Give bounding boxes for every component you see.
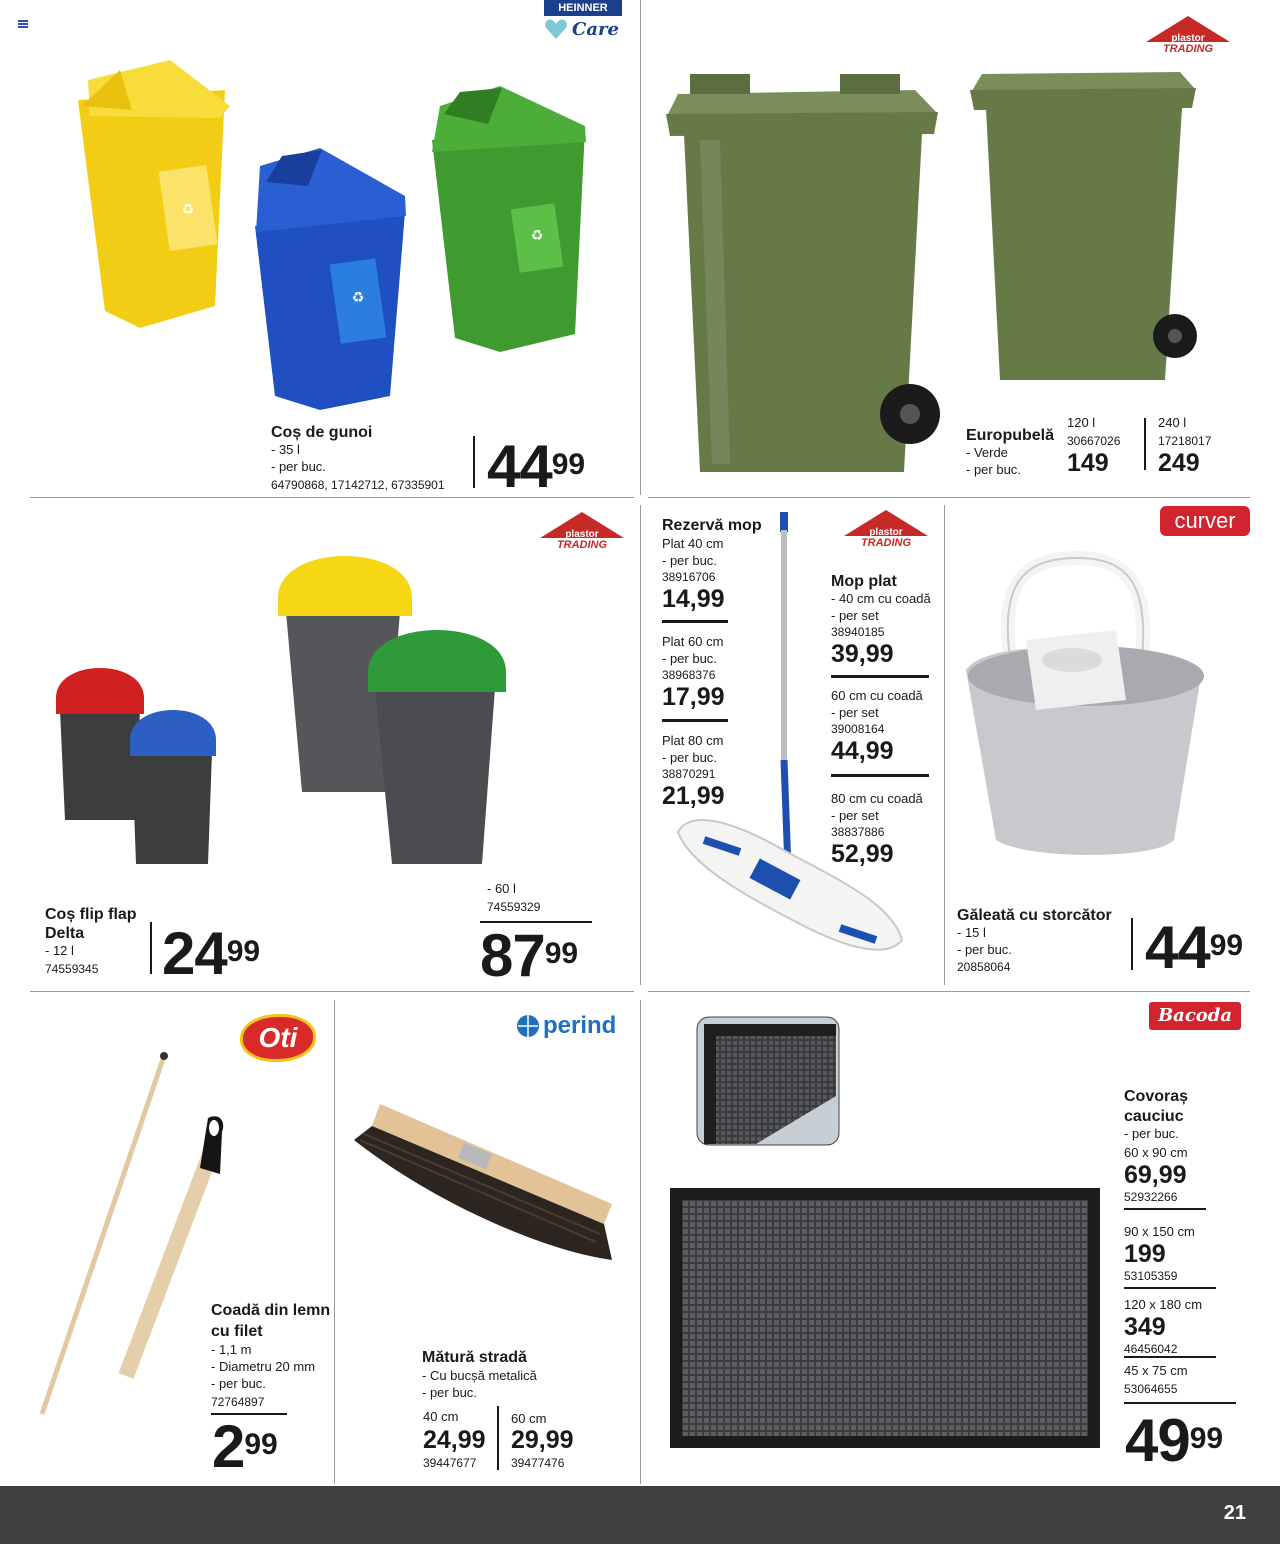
- price-divider: [150, 922, 152, 974]
- price-decimals: 99: [1189, 1422, 1224, 1455]
- europubela-code-120: 30667026: [1067, 434, 1121, 448]
- coada-code: 72764897: [211, 1395, 265, 1409]
- galeata-unit: - per buc.: [957, 942, 1012, 957]
- perind-globe-icon: [516, 1014, 540, 1038]
- variant-price: 14,99: [662, 585, 725, 613]
- variant-price: 349: [1124, 1313, 1166, 1341]
- rubber-mat-image: [668, 1186, 1102, 1450]
- mop-plat-variant: [831, 790, 923, 868]
- covoras-title-1: Covoraș: [1124, 1088, 1189, 1105]
- covoras-price: [1125, 1407, 1224, 1474]
- matura-price-40: 24,99: [423, 1426, 486, 1454]
- divider: [944, 505, 945, 985]
- plastor-logo: [534, 510, 630, 550]
- green-bin: [432, 86, 586, 352]
- price-integer: 44: [487, 433, 552, 500]
- small-green-bin: [970, 72, 1197, 380]
- heinner-logo-text: HEINNER: [544, 0, 622, 16]
- galeata-price: [1145, 914, 1244, 981]
- variant-size: Plat 60 cm: [662, 634, 724, 649]
- price-rule: [1124, 1208, 1206, 1210]
- variant-code: 38837886: [831, 825, 885, 839]
- curver-logo: curver: [1160, 506, 1250, 536]
- svg-text:plastor: plastor: [869, 527, 903, 538]
- variant-price: 44,99: [831, 737, 894, 765]
- europubela-size-120: 120 l: [1067, 415, 1096, 430]
- variant-code: 38916706: [662, 570, 716, 584]
- variant-unit: - per buc.: [662, 651, 717, 666]
- covoras-variant: [1124, 1144, 1188, 1205]
- price-integer: 44: [1145, 914, 1210, 981]
- variant-code: 38968376: [662, 668, 716, 682]
- svg-text:TRADING: TRADING: [1162, 43, 1214, 54]
- flag-mark: [18, 20, 28, 28]
- svg-text:♻: ♻: [351, 290, 365, 306]
- flip-flap-60-code: 74559329: [487, 900, 541, 914]
- yellow-bin: [78, 60, 230, 328]
- divider: [334, 1000, 335, 1484]
- street-broom-image: [350, 1100, 622, 1270]
- matura-price-60: 29,99: [511, 1426, 574, 1454]
- europubela-title: Europubelă: [966, 427, 1055, 444]
- price-rule: [662, 620, 728, 623]
- divider: [648, 497, 1250, 498]
- mop-plat-variant: [831, 590, 931, 668]
- svg-text:♻: ♻: [530, 228, 544, 244]
- europubela-image: [660, 54, 1240, 474]
- svg-text:♻: ♻: [181, 202, 195, 218]
- rezerva-mop-title: Rezervă mop: [662, 517, 762, 534]
- variant-size: 60 x 90 cm: [1124, 1145, 1188, 1160]
- green-flip-bin: [368, 630, 506, 864]
- price-rule: [831, 675, 929, 678]
- care-logo-text: Care: [572, 18, 619, 40]
- cos-gunoi-title: Coș de gunoi: [271, 424, 373, 441]
- covoras-title-2: cauciuc: [1124, 1108, 1184, 1125]
- svg-text:TRADING: TRADING: [860, 537, 912, 548]
- price-divider: [1144, 418, 1146, 470]
- bacoda-logo: Bacoda: [1149, 1002, 1241, 1030]
- bucket-image: [956, 550, 1206, 870]
- coada-price: [212, 1413, 278, 1480]
- divider: [640, 0, 641, 495]
- cos-gunoi-price: [487, 433, 586, 500]
- oti-logo: Oti: [240, 1014, 316, 1062]
- variant-price: 199: [1124, 1240, 1166, 1268]
- covoras-unit: - per buc.: [1124, 1126, 1179, 1141]
- variant-code: 39008164: [831, 722, 885, 736]
- variant-unit: - per set: [831, 608, 879, 623]
- page-footer: [0, 1486, 1280, 1544]
- price-rule: [1124, 1356, 1216, 1358]
- price-decimals: 99: [544, 937, 579, 970]
- price-divider: [497, 1406, 499, 1470]
- price-integer: 2: [212, 1413, 245, 1480]
- divider: [648, 991, 1250, 992]
- variant-size: Plat 80 cm: [662, 733, 724, 748]
- rezerva-mop-variant: [662, 535, 725, 613]
- price-rule: [662, 719, 728, 722]
- variant-code: 53105359: [1124, 1269, 1178, 1283]
- variant-price: 69,99: [1124, 1161, 1187, 1189]
- variant-unit: - per buc.: [662, 750, 717, 765]
- wooden-handle-image: [30, 1048, 240, 1420]
- flip-flap-spec: - 12 l: [45, 943, 74, 958]
- perind-logo-text: perind: [543, 1012, 617, 1039]
- europubela-unit: - per buc.: [966, 462, 1021, 477]
- galeata-title: Găleată cu storcător: [957, 907, 1112, 924]
- variant-code: 38870291: [662, 767, 716, 781]
- svg-text:plastor: plastor: [1171, 33, 1205, 44]
- flip-flap-code: 74559345: [45, 962, 99, 976]
- heinner-care-logo: [544, 0, 622, 44]
- flip-flap-price: [162, 920, 261, 987]
- flip-flap-60-spec: - 60 l: [487, 881, 516, 896]
- price-integer: 87: [480, 922, 545, 989]
- europubela-code-240: 17218017: [1158, 434, 1212, 448]
- variant-size: - 40 cm cu coadă: [831, 591, 931, 606]
- variant-price: 21,99: [662, 782, 725, 810]
- europubela-color: - Verde: [966, 445, 1008, 460]
- svg-text:TRADING: TRADING: [556, 539, 608, 550]
- rezerva-mop-variant: [662, 732, 725, 810]
- covoras-variant: [1124, 1296, 1202, 1357]
- price-rule: [831, 774, 929, 777]
- coada-title-2: cu filet: [211, 1323, 263, 1340]
- price-divider: [1131, 918, 1133, 970]
- covoras-variant: [1124, 1223, 1195, 1284]
- mat-detail-image: [696, 1016, 840, 1146]
- variant-size: 80 cm cu coadă: [831, 791, 923, 806]
- cos-gunoi-spec: - 35 l: [271, 442, 300, 457]
- galeata-code: 20858064: [957, 960, 1011, 974]
- variant-size: 120 x 180 cm: [1124, 1297, 1203, 1312]
- galeata-spec: - 15 l: [957, 925, 986, 940]
- coada-diameter: - Diametru 20 mm: [211, 1359, 316, 1374]
- mop-plat-title: Mop plat: [831, 573, 897, 590]
- coada-unit: - per buc.: [211, 1376, 266, 1391]
- matura-code-40: 39447677: [423, 1456, 477, 1470]
- rezerva-mop-variant: [662, 633, 725, 711]
- variant-price: 52,99: [831, 840, 894, 868]
- coada-length: - 1,1 m: [211, 1342, 252, 1357]
- heart-icon: [544, 18, 568, 40]
- price-decimals: 99: [226, 935, 261, 968]
- flip-flap-title-1: Coș flip flap: [45, 906, 137, 923]
- matura-code-60: 39477476: [511, 1456, 565, 1470]
- variant-size: 90 x 150 cm: [1124, 1224, 1195, 1239]
- matura-size-40: 40 cm: [423, 1409, 459, 1424]
- divider: [30, 991, 634, 992]
- covoras-code-45: 53064655: [1124, 1382, 1178, 1396]
- price-rule: [1124, 1287, 1216, 1289]
- divider: [640, 505, 641, 985]
- cos-gunoi-unit: - per buc.: [271, 459, 326, 474]
- divider: [640, 1000, 641, 1484]
- matura-title: Mătură stradă: [422, 1349, 527, 1366]
- covoras-size-45: 45 x 75 cm: [1124, 1363, 1188, 1378]
- price-decimals: 99: [1209, 929, 1244, 962]
- recycling-bins-image: [60, 56, 620, 416]
- page-number: 21: [1223, 1502, 1246, 1524]
- matura-spec: - Cu bucșă metalică: [422, 1368, 537, 1383]
- matura-unit: - per buc.: [422, 1385, 477, 1400]
- plastor-logo: [1140, 14, 1236, 54]
- matura-size-60: 60 cm: [511, 1411, 547, 1426]
- variant-code: 38940185: [831, 625, 885, 639]
- price-integer: 49: [1125, 1407, 1190, 1474]
- mop-plat-variant: [831, 687, 923, 765]
- europubela-price-240: 249: [1158, 449, 1200, 477]
- europubela-price-120: 149: [1067, 449, 1109, 477]
- price-integer: 24: [162, 920, 227, 987]
- large-green-bin: [666, 74, 940, 472]
- coada-title-1: Coadă din lemn: [211, 1302, 331, 1319]
- europubela-size-240: 240 l: [1158, 415, 1187, 430]
- price-decimals: 99: [244, 1428, 278, 1461]
- blue-flip-bin: [130, 710, 216, 864]
- variant-size: Plat 40 cm: [662, 536, 724, 551]
- price-decimals: 99: [551, 448, 586, 481]
- svg-text:plastor: plastor: [565, 529, 599, 540]
- variant-size: 60 cm cu coadă: [831, 688, 923, 703]
- perind-logo: [516, 1012, 616, 1040]
- variant-price: 39,99: [831, 640, 894, 668]
- variant-price: 17,99: [662, 683, 725, 711]
- variant-code: 46456042: [1124, 1342, 1178, 1356]
- price-rule: [1124, 1402, 1236, 1404]
- flip-flap-60-price: [480, 922, 579, 989]
- price-divider: [473, 436, 475, 488]
- variant-unit: - per set: [831, 705, 879, 720]
- flip-flap-bins-image: [50, 548, 520, 868]
- cos-gunoi-codes: 64790868, 17142712, 67335901: [271, 478, 445, 492]
- variant-unit: - per set: [831, 808, 879, 823]
- blue-bin: [255, 148, 406, 410]
- flip-flap-title-2: Delta: [45, 925, 85, 942]
- variant-code: 52932266: [1124, 1190, 1178, 1204]
- variant-unit: - per buc.: [662, 553, 717, 568]
